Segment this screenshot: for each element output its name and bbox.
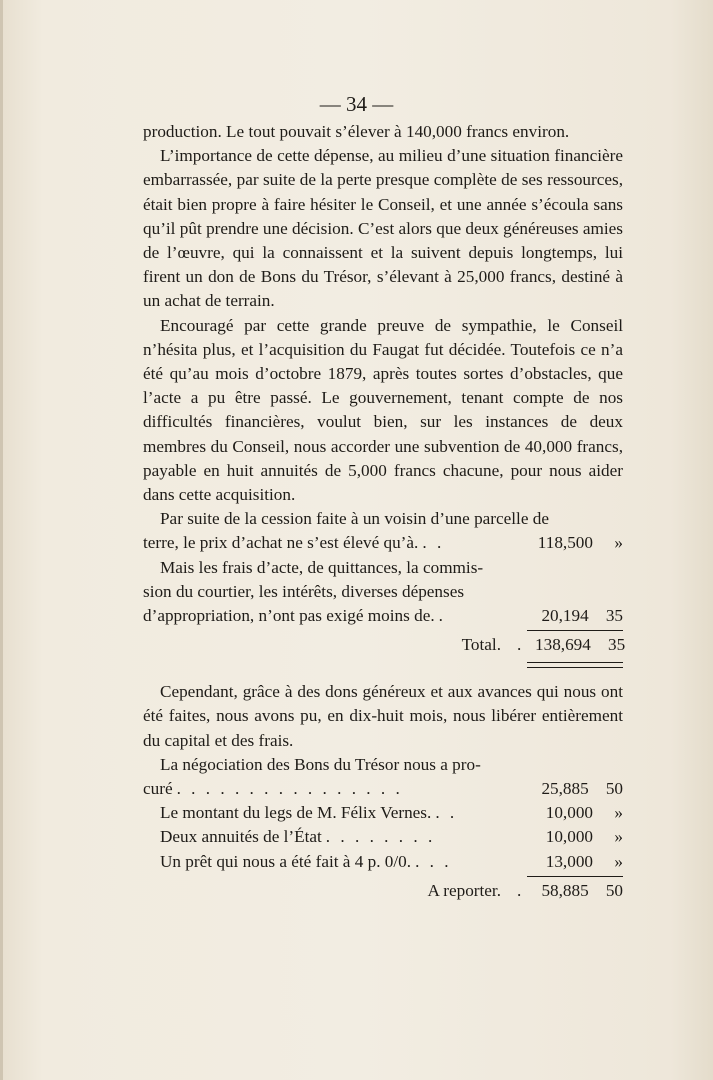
ledger-row-carry: [143, 879, 623, 905]
cession-text: Par suite de la cession faite à un voisin d’une parcelle de: [160, 509, 549, 529]
leader-dots: . . .: [415, 851, 452, 871]
leader-dots: . .: [435, 803, 458, 823]
ledger-amount: 25,885 50: [541, 779, 623, 799]
ledger-label: curé: [143, 779, 173, 799]
ledger-row-fees: [143, 604, 623, 628]
fees-text-1: Mais les frais d’acte, de quittances, la commis-: [160, 557, 484, 577]
ledger-row-total: [143, 633, 626, 659]
leader-dots: .: [517, 880, 525, 900]
ledger-amount: 10,000 »: [545, 827, 623, 847]
ledger-amount: 13,000 »: [545, 851, 623, 871]
paragraph-4: Cependant, grâce à des dons généreux et aux avances qui nous ont été faites, nous avons pu, en dix-huit mois, nous libérer entièrement du capital et des frais.: [143, 682, 623, 750]
total-amount: 138,694 35: [535, 635, 626, 655]
carry-label: A reporter.: [427, 880, 501, 900]
double-rule: [527, 662, 623, 668]
page-number: — 34 —: [319, 92, 394, 116]
leader-dots: .: [517, 635, 525, 655]
paragraph-3: Encouragé par cette grande preuve de sympathie, le Conseil n’hésita plus, et l’acquisition du Faugat fut décidée. Toutefois ce n’a été qu’au mois d’octobre 1879, après toutes sortes d’obstacles, que l’acte a pu être passé. Le gouvernement, tenant compte de nos difficultés financières, voulut bien, sur les instances de deux membres du Conseil, nous accorder une subvention de 40,000 francs, payable en huit annuités de 5,000 francs chacune, pour nous aider dans cette acquisition.: [143, 315, 623, 505]
ledger-row-bons: [143, 777, 623, 801]
ledger-amount: 20,194 35: [541, 606, 623, 626]
ledger-amount: 118,500 »: [537, 533, 623, 553]
ledger-label: Le montant du legs de M. Félix Vernes.: [160, 803, 432, 823]
bons-text: La négociation des Bons du Trésor nous a pro-: [160, 754, 481, 774]
paragraph-2: L’importance de cette dépense, au milieu d’une situation financière embarrassée, par suite de la perte presque complète de ses ressources, était bien propre à faire hésiter le Conseil, et une année s’écoula sans qu’il pût prendre une décision. C’est alors que deux généreuses amies de l’œuvre, qui la connaissent et la suivent depuis longtemps, lui firent un don de Bons du Trésor, s’élevant à 25,000 francs, destiné à un achat de terrain.: [143, 146, 623, 311]
ledger-label: Deux annuités de l’État: [160, 827, 322, 847]
leader-dots: . . . . . . . .: [325, 827, 436, 847]
ledger-row-pret: [143, 850, 623, 874]
total-label: Total.: [461, 635, 501, 655]
page-body: [143, 120, 626, 905]
paragraph-1: production. Le tout pouvait s’élever à 140,000 francs environ.: [143, 122, 570, 141]
sum-rule: [527, 630, 623, 631]
ledger-amount: 10,000 »: [545, 803, 623, 823]
ledger-label: d’appropriation, n’ont pas exigé moins de.: [143, 606, 435, 626]
ledger-row-purchase: [143, 531, 623, 555]
leader-dots: . .: [422, 533, 445, 553]
ledger-label: Un prêt qui nous a été fait à 4 p. 0/0.: [160, 851, 412, 871]
carry-amount: 58,885 50: [541, 880, 623, 900]
ledger-row-annuites: [143, 825, 623, 849]
leader-dots: . . . . . . . . . . . . . . . .: [176, 779, 403, 799]
ledger-label: terre, le prix d’achat ne s’est élevé qu’à.: [143, 533, 419, 553]
leader-dots: .: [438, 606, 446, 626]
fees-text-2: sion du courtier, les intérêts, diverses dépenses: [143, 581, 465, 601]
ledger-row-legs: [143, 801, 623, 825]
sum-rule: [527, 876, 623, 877]
